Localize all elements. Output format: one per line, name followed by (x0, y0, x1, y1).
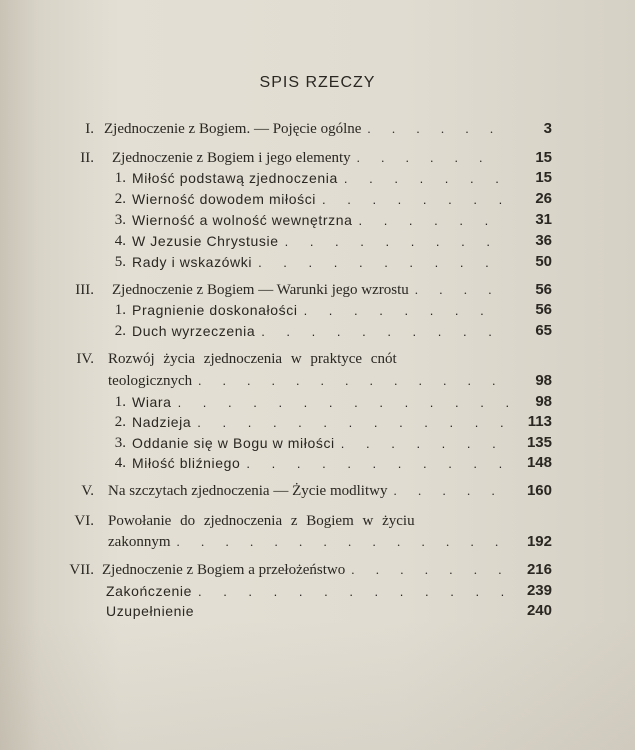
entry-title: Wierność dowodem miłości (132, 191, 317, 207)
toc-entry (112, 280, 506, 300)
entry-title: Zjednoczenie z Bogiem. — Pojęcie ogólne (104, 121, 362, 137)
toc-entry (132, 189, 506, 209)
entry-page: 26 (535, 190, 552, 207)
leader-dots (358, 211, 502, 231)
entry-title: Zjednoczenie z Bogiem a przełożeństwo (102, 562, 346, 578)
leader-dots (415, 280, 502, 300)
entry-page: 240 (526, 602, 552, 619)
toc-entry (108, 481, 508, 501)
entry-page: 160 (526, 482, 552, 499)
toc-entry (106, 601, 512, 621)
entry-title: Powołanie do zjednoczenia z Bogiem w życiu (108, 513, 415, 529)
entry-page: 239 (526, 582, 552, 599)
entry-title: Nadzieja (132, 414, 192, 430)
leader-dots (341, 434, 508, 454)
entry-number: VII. (69, 562, 94, 578)
entry-page: 36 (535, 232, 552, 249)
entry-number: II. (80, 150, 94, 166)
leader-dots (198, 582, 508, 602)
entry-title: Zjednoczenie z Bogiem — Warunki jego wzrostu (112, 282, 409, 298)
entry-number: 5. (114, 254, 126, 270)
toc-entry (112, 148, 506, 168)
entry-page: 148 (526, 454, 552, 471)
entry-number: 1. (114, 170, 126, 186)
toc-entry (132, 453, 512, 473)
entry-title: Rady i wskazówki (132, 254, 253, 270)
leader-dots (285, 232, 502, 252)
toc-entry-continuation (108, 371, 514, 391)
entry-title: Pragnienie doskonałości (132, 302, 298, 318)
entry-number: III. (75, 282, 94, 298)
entry-title: Na szczytach zjednoczenia — Życie modlitwy (108, 483, 388, 499)
entry-title: Zakończenie (106, 583, 192, 599)
toc-entry (102, 560, 510, 580)
leader-dots (246, 454, 508, 474)
entry-number: 1. (114, 302, 126, 318)
entry-page: 50 (535, 253, 552, 270)
leader-dots (351, 560, 506, 580)
entry-title-continued: zakonnym (108, 534, 171, 550)
entry-title: Duch wyrzeczenia (132, 323, 256, 339)
leader-dots (322, 190, 502, 210)
leader-dots (197, 413, 508, 433)
entry-page: 113 (527, 413, 552, 430)
toc-entry (132, 412, 512, 432)
entry-page: 98 (535, 372, 552, 389)
entry-page: 135 (526, 434, 552, 451)
entry-number: 1. (114, 394, 126, 410)
entry-page: 65 (535, 322, 552, 339)
leader-dots (176, 532, 510, 552)
toc-entry (132, 300, 506, 320)
toc-entry (132, 252, 506, 272)
entry-page: 56 (535, 301, 552, 318)
entry-title: Wiara (132, 394, 172, 410)
entry-number: 2. (114, 323, 126, 339)
entry-number: V. (81, 483, 94, 499)
entry-title: Zjednoczenie z Bogiem i jego elementy (112, 150, 351, 166)
toc-entry (108, 511, 506, 531)
entry-title: Uzupełnienie (106, 603, 195, 619)
toc-entry (132, 210, 506, 230)
leader-dots (393, 481, 504, 501)
entry-title-continued: teologicznych (108, 373, 193, 389)
entry-number: 3. (114, 212, 126, 228)
toc-entry (104, 119, 506, 139)
toc-entry (132, 433, 512, 453)
entry-number: 3. (114, 435, 126, 451)
leader-dots (357, 148, 502, 168)
entry-number: 2. (114, 414, 126, 430)
toc-entry (108, 349, 506, 369)
leader-dots (304, 301, 502, 321)
leader-dots (198, 371, 510, 391)
entry-title: Oddanie się w Bogu w miłości (132, 435, 335, 451)
entry-page: 216 (526, 561, 552, 578)
toc-entry (132, 231, 506, 251)
leader-dots (178, 393, 508, 413)
entry-page: 15 (535, 149, 552, 166)
entry-number: 2. (114, 191, 126, 207)
toc-entry-continuation (108, 532, 514, 552)
entry-number: I. (85, 121, 94, 137)
entry-number: 4. (114, 455, 126, 471)
leader-dots (261, 322, 502, 342)
toc-entry (132, 392, 512, 412)
leader-dots (367, 119, 502, 139)
entry-page: 192 (526, 533, 552, 550)
toc-entry (106, 581, 512, 601)
entry-title: Rozwój życia zjednoczenia w praktyce cnót (108, 351, 397, 367)
toc-entry (132, 321, 506, 341)
entry-number: 4. (114, 233, 126, 249)
entry-title: Miłość podstawą zjednoczenia (132, 170, 338, 186)
entry-page: 31 (535, 211, 552, 228)
entry-title: Miłość bliźniego (132, 455, 241, 471)
leader-dots (344, 169, 502, 189)
entry-number: VI. (74, 513, 94, 529)
page-title: SPIS RZECZY (259, 74, 376, 91)
entry-page: 98 (535, 393, 552, 410)
entry-title: Wierność a wolność wewnętrzna (132, 212, 353, 228)
entry-page: 15 (535, 169, 552, 186)
entry-title: W Jezusie Chrystusie (132, 233, 279, 249)
entry-page: 3 (543, 120, 552, 137)
entry-number: IV. (76, 351, 94, 367)
entry-page: 56 (535, 281, 552, 298)
toc-entry (132, 168, 506, 188)
leader-dots (258, 253, 502, 273)
